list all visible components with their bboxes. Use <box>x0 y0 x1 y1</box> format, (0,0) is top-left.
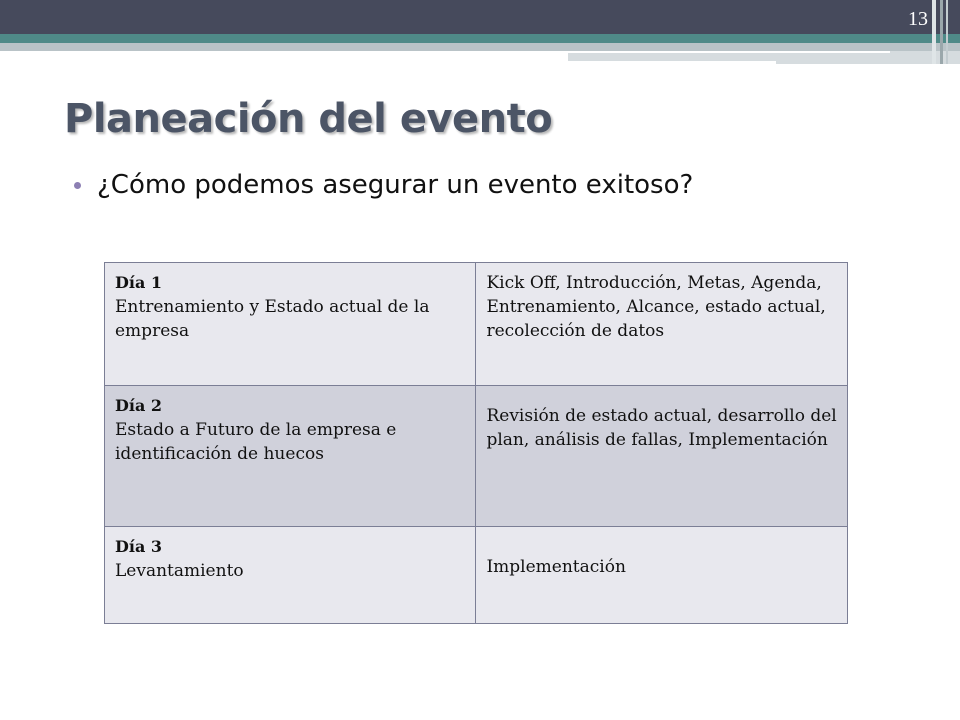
day-label: Día 3 <box>115 537 163 556</box>
table-cell-day <box>105 263 476 386</box>
day-activities: Kick Off, Introducción, Metas, Agenda, Entrenamiento, Alcance, estado actual, recolección de datos <box>486 273 826 341</box>
table-row <box>105 386 848 527</box>
table-cell-day <box>105 527 476 624</box>
header-stripe <box>932 0 936 64</box>
day-description: Entrenamiento y Estado actual de la empresa <box>115 297 430 341</box>
schedule-table <box>104 262 848 624</box>
table-row <box>105 263 848 386</box>
day-label: Día 1 <box>115 273 163 292</box>
day-label: Día 2 <box>115 396 163 415</box>
slide-title: Planeación del evento <box>64 96 553 142</box>
header-line <box>568 61 776 64</box>
header-stripe <box>946 0 948 64</box>
table-row <box>105 527 848 624</box>
bullet-dot-icon <box>74 182 81 189</box>
table-cell-activities <box>476 263 848 386</box>
table-cell-day <box>105 386 476 527</box>
day-activities: Revisión de estado actual, desarrollo del plan, análisis de fallas, Implementación <box>486 406 837 450</box>
bullet-item <box>72 170 693 200</box>
table-cell-activities <box>476 386 848 527</box>
slide-number: 13 <box>908 8 928 30</box>
header-band-gray <box>0 43 960 51</box>
day-activities: Implementación <box>486 557 626 577</box>
header-band-dark <box>0 0 960 34</box>
day-description: Estado a Futuro de la empresa e identificación de huecos <box>115 420 397 464</box>
header-line <box>568 51 890 53</box>
table-cell-activities <box>476 527 848 624</box>
header-stripe <box>940 0 943 64</box>
day-description: Levantamiento <box>115 561 244 581</box>
bullet-text: ¿Cómo podemos asegurar un evento exitoso? <box>97 170 694 200</box>
header-band-teal <box>0 34 960 43</box>
